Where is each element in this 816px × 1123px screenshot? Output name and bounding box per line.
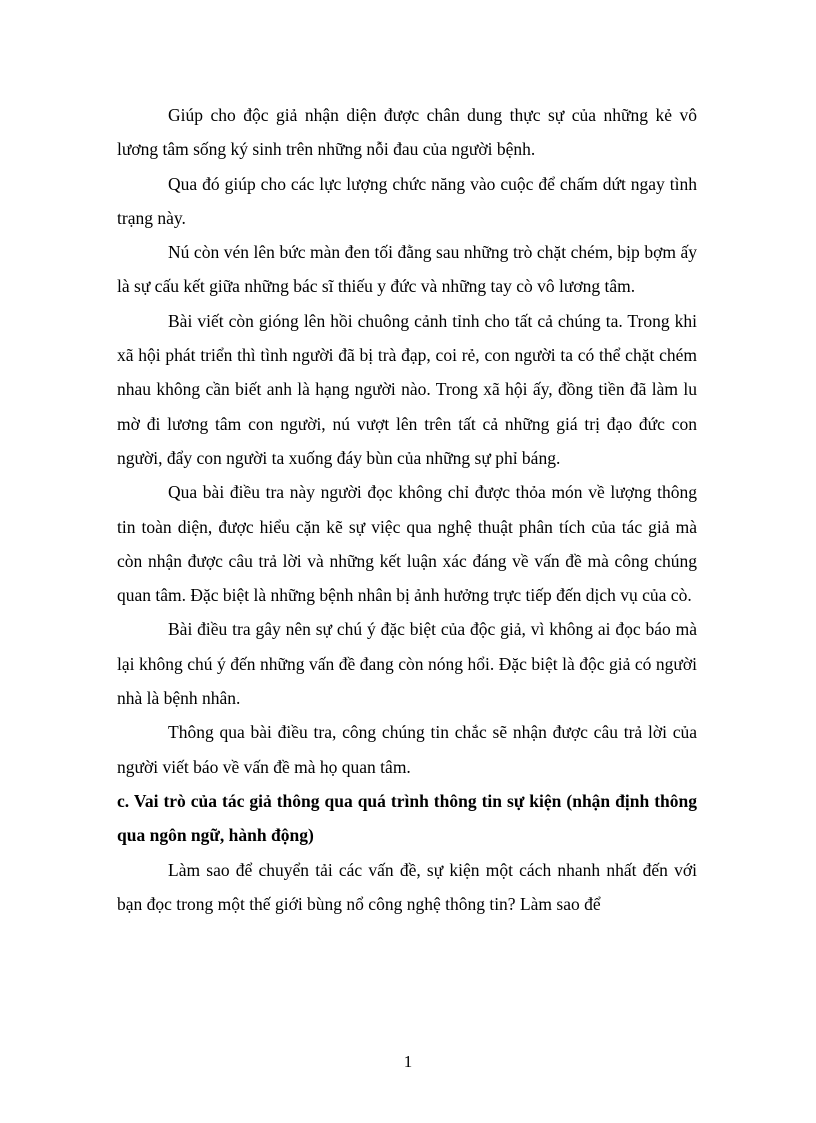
- paragraph-7: Thông qua bài điều tra, công chúng tin chắc sẽ nhận được câu trả lời của người viết báo về vấn đề mà họ quan tâm.: [117, 722, 697, 777]
- paragraph-4: Bài viết còn gióng lên hồi chuông cảnh tỉnh cho tất cả chúng ta. Trong khi xã hội phát triển thì tình người đã bị trà đạp, coi rẻ, con người ta có thể chặt chém nhau không cần biết anh là hạng người nào. Trong xã hội ấy, đồng tiền đã làm lu mờ đi lương tâm con người, nú vượt lên trên tất cả những giá trị đạo đức con người, đẩy con người ta xuống đáy bùn của những sự phỉ báng.: [117, 310, 697, 468]
- paragraph-8: Làm sao để chuyển tải các vấn đề, sự kiện một cách nhanh nhất đến với bạn đọc trong một thế giới bùng nổ công nghệ thông tin? Làm sao để: [117, 859, 697, 914]
- paragraph-1: Giúp cho độc giả nhận diện được chân dung thực sự của những kẻ vô lương tâm sống ký sinh trên những nỗi đau của người bệnh.: [117, 105, 697, 160]
- page-number: 1: [403, 1052, 413, 1071]
- paragraph-6: Bài điều tra gây nên sự chú ý đặc biệt của độc giả, vì không ai đọc báo mà lại không chú ý đến những vấn đề đang còn nóng hổi. Đặc biệt là độc giả có người nhà là bệnh nhân.: [117, 619, 697, 709]
- paragraph-3: Nú còn vén lên bức màn đen tối đằng sau những trò chặt chém, bịp bợm ấy là sự cấu kết giữa những bác sĩ thiếu y đức và những tay cò vô lương tâm.: [117, 242, 697, 297]
- paragraph-5: Qua bài điều tra này người đọc không chỉ được thỏa món về lượng thông tin toàn diện, được hiểu cặn kẽ sự việc qua nghệ thuật phân tích của tác giả mà còn nhận được câu trả lời và những kết luận xác đáng về vấn đề mà công chúng quan tâm. Đặc biệt là những bệnh nhân bị ảnh hưởng trực tiếp đến dịch vụ của cò.: [117, 482, 697, 606]
- section-heading: c. Vai trò của tác giả thông qua quá trình thông tin sự kiện (nhận định thông qua ngôn ngữ, hành động): [117, 790, 697, 846]
- paragraph-2: Qua đó giúp cho các lực lượng chức năng vào cuộc để chấm dứt ngay tình trạng này.: [117, 173, 697, 228]
- document-body: [117, 98, 697, 921]
